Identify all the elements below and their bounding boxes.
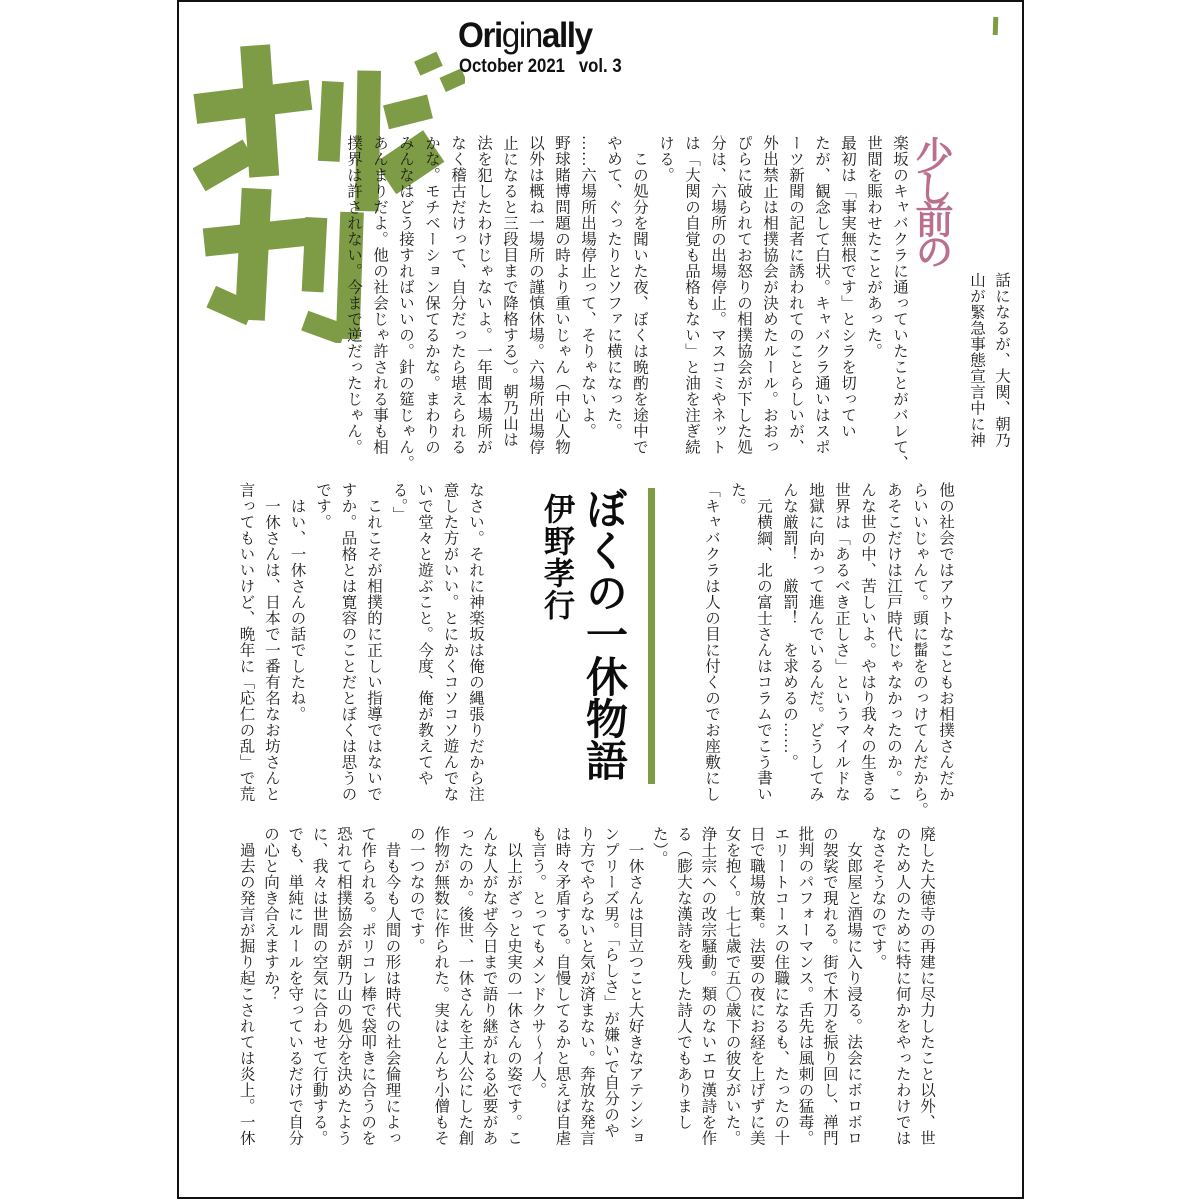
text-column: は時々矛盾する。自慢してるかと思えば自虐: [553, 826, 571, 1146]
article-author: 伊野孝行: [539, 493, 574, 621]
text-column: 法を犯したわけじゃないよ。一年間本場所が: [475, 135, 492, 455]
text-column: かな。モチベーション保てるかな。まわりの: [423, 135, 440, 455]
text-column: 分は、六場所の出場停止。マスコミやネット: [709, 135, 726, 455]
text-column: 一休さんは目立つこと大好きなアテンショ: [626, 826, 644, 1146]
text-column: 昔も今も人間の形は時代の社会倫理によっ: [383, 826, 401, 1146]
headline-green-rule: [648, 488, 655, 784]
text-column: 日で職場放棄。法要の夜にお経を上げずに美: [747, 826, 765, 1146]
text-column: です。: [314, 482, 331, 530]
text-column: 最初は「事実無根です」とシラを切ってい: [839, 135, 856, 439]
text-column: 以外は概ね一場所の謹慎休場。六場所出場停: [527, 135, 544, 455]
text-column: 野球賭博問題の時より重いじゃん（中心人物: [553, 135, 570, 455]
text-column: これこそが相撲的に正しい指導ではないで: [365, 482, 382, 802]
text-column: いで堂々と遊ぶこと。今度、俺が教えてや: [416, 482, 433, 786]
text-column: 浄土宗への改宗騒動。類のないエロ漢詩を作: [699, 826, 717, 1146]
text-column: に、我々は世間の空気に合わせて行動する。: [310, 826, 328, 1146]
text-column: すか。品格とは寛容のことだとぼくは思うの: [339, 482, 357, 802]
text-column: の心と向き合えますか？: [261, 826, 279, 1002]
text-column: んな厳罰！ 厳罰！ を求めるの……。: [781, 482, 798, 770]
text-column: は「大関の自覚も品格もない」と油を注ぎ続: [683, 135, 700, 455]
text-column: 楽坂のキャバクラに通っていたことがバレて、: [891, 135, 908, 471]
text-column: 「キャバクラは人の目に付くのでお座敷にし: [703, 482, 720, 802]
text-column: ぴらに破られてお怒りの相撲協会が下した処: [735, 135, 752, 455]
text-column: 世間を賑わせたことがあった。: [865, 135, 882, 359]
text-column: んな世の中、苦しいよ。やはり我々の生きる: [859, 482, 876, 802]
page-corner-tick: [993, 17, 999, 35]
text-column: やめて、ぐったりとソファに横になった。: [605, 135, 622, 439]
text-column: 地獄に向かって進んでいるんだ。どうしてみ: [807, 482, 824, 802]
text-column: 言ってもいいけど、晩年に「応仁の乱」で荒: [237, 482, 255, 802]
text-column: なく稽古だけって、自分だったら堪えられる: [449, 135, 466, 455]
text-column: エリートコースの住職になるも、たったの十: [772, 826, 790, 1146]
text-column: んな人がなぜ今日まで語り継がれる必要があ: [480, 826, 498, 1146]
issue-date: October 2021 vol. 3: [459, 56, 622, 77]
text-column: なさそうなのです。: [869, 826, 887, 970]
text-column: 山が緊急事態宣言中に神: [968, 272, 985, 448]
text-column: る。」: [390, 482, 408, 523]
text-column: ンプリーズ男。「らしさ」が嫌いで自分のや: [602, 826, 620, 1139]
text-column: 他の社会ではアウトなこともお相撲さんだか: [937, 482, 954, 802]
brand-wordmark: [458, 16, 592, 56]
wordmark-light-mid: gin: [501, 16, 542, 55]
text-column: 止になると三段目まで降格する）。朝乃山は: [501, 135, 518, 448]
text-column: 外出禁止は相撲協会が決めたルール。おおっ: [761, 135, 778, 455]
text-column: はい、一休さんの話でしたね。: [288, 482, 306, 722]
text-column: ーツ新聞の記者に誘われてのことらしいが、: [787, 135, 804, 455]
article-headline: ぼくの一休物語: [581, 487, 628, 781]
text-column: の袈裟で現れる。街で木刀を振り回し、禅門: [820, 826, 838, 1146]
text-column: 意した方がいい。とにかくコソコソ遊んでな: [441, 482, 459, 802]
text-column: でも、単純にルールを守っているだけで自分: [286, 826, 304, 1146]
text-column: みんなはどう接すればいいの。針の筵じゃん。: [397, 135, 414, 471]
text-column: ……六場所出場停止って、そりゃないよ。: [579, 135, 596, 439]
lead-intro-columns: [962, 272, 1014, 472]
text-column: 作物が無数に作られた。実はとんち小僧もそ: [432, 826, 450, 1146]
text-column: 一休さんは、日本で一番有名なお坊さんと: [263, 482, 280, 802]
text-column: のため人のために特に何かをやったわけでは: [893, 826, 911, 1146]
lead-body-columns: [340, 135, 912, 475]
text-column: 批判のパフォーマンス。舌先は風刺の猛毒。: [796, 826, 814, 1146]
wordmark-bold-end: ally: [541, 16, 592, 55]
mid-left-columns: [233, 482, 488, 822]
text-column: 過去の発言が掘り起こされては炎上。一休: [237, 826, 255, 1146]
wordmark-bold-start: Ori: [458, 16, 502, 55]
text-column: 以上がざっと史実の一休さんの姿です。こ: [504, 826, 522, 1146]
text-column: り方でやらないと気が済まない。奔放な発言: [577, 826, 595, 1146]
text-column: 元横綱、北の富士さんはコラムでこう書い: [755, 482, 772, 802]
lead-kicker: 少し前の: [909, 136, 951, 264]
text-column: 女を抱く。七七歳で五〇歳下の彼女がいた。: [723, 826, 741, 1146]
mid-right-columns: [698, 482, 958, 822]
text-column: 廃した大徳寺の再建に尽力したこと以外、世: [918, 826, 935, 1146]
text-column: 世界は「あるべき正しさ」というマイルドな: [833, 482, 850, 802]
text-column: らいいじゃんて。頭に髷をのっけてんだから。: [911, 482, 928, 818]
text-column: たが、観念して白状。キャバクラ通いはスポ: [813, 135, 830, 455]
text-column: た。: [729, 482, 746, 514]
text-column: ったのか。後世、一休さんを主人公にした創: [456, 826, 474, 1146]
text-column: あそこだけは江戸時代じゃなかったのか。こ: [885, 482, 902, 802]
text-column: る（膨大な漢詩を残した詩人でもありまし: [675, 826, 693, 1130]
text-column: あんまりだよ。他の社会じゃ許される事も相: [371, 135, 388, 455]
text-column: の一つなのです。: [407, 826, 425, 954]
text-column: なさい。それに神楽坂は俺の縄張りだから注: [467, 482, 484, 802]
text-column: 女郎屋と酒場に入り浸る。法会にボロボロ: [845, 826, 863, 1146]
bottom-columns: [233, 826, 938, 1166]
text-column: て作られる。ポリコレ棒で袋叩きに合うのを: [359, 826, 377, 1146]
text-column: ける。: [657, 135, 674, 183]
text-column: この処分を聞いた夜、ぼくは晩酌を途中で: [631, 135, 648, 455]
text-column: た）。: [650, 826, 668, 867]
text-column: 話になるが、大関、朝乃: [993, 272, 1010, 448]
text-column: 恐れて相撲協会が朝乃山の処分を決めたよう: [334, 826, 352, 1146]
text-column: も言う。とってもメンドクサ〜イ人。: [529, 826, 547, 1098]
text-column: 撲界は許されない。今まで逆だったじゃん。: [345, 135, 362, 455]
